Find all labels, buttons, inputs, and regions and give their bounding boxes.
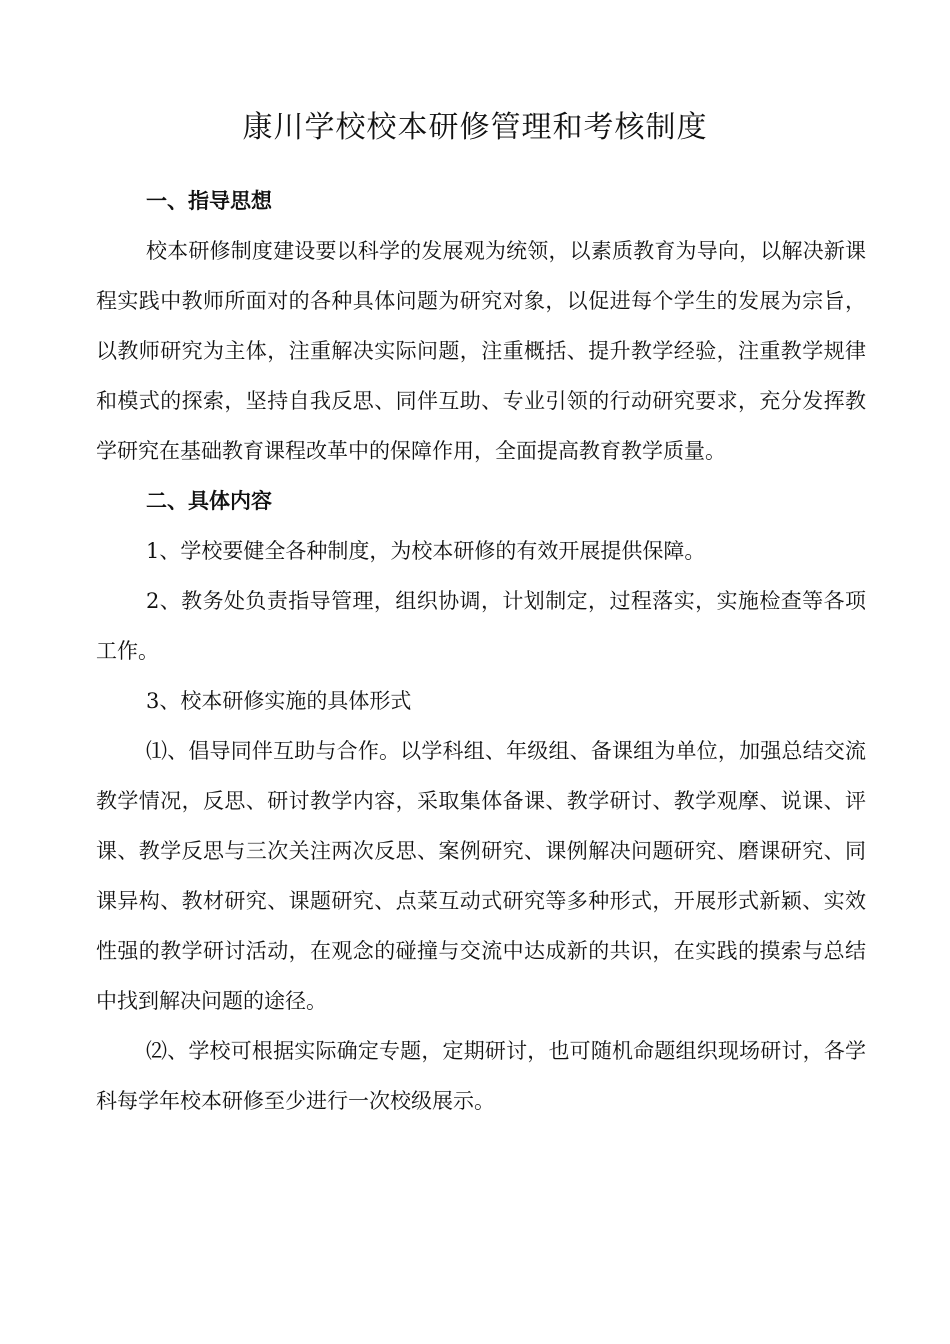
document-body [96, 176, 866, 1126]
document-title: 康川学校校本研修管理和考核制度 [242, 110, 708, 145]
section-heading-guiding-thought: 一、指导思想 [146, 189, 272, 213]
paragraph-subitem-1: ⑴、倡导同伴互助与合作。以学科组、年级组、备课组为单位，加强总结交流教学情况，反思、研讨教学内容，采取集体备课、教学研讨、教学观摩、说课、评课、教学反思与三次关注两次反思、案例研究、课例解决问题研究、磨课研究、同课异构、教材研究、课题研究、点菜互动式研究等多种形式，开展形式新颖、实效性强的教学研讨活动，在观念的碰撞与交流中达成新的共识，在实践的摸索与总结中找到解决问题的途径。 [96, 739, 866, 1013]
paragraph-subitem-2: ⑵、学校可根据实际确定专题，定期研讨，也可随机命题组织现场研讨，各学科每学年校本研修至少进行一次校级展示。 [96, 1039, 866, 1113]
paragraph-item-1: 1、学校要健全各种制度，为校本研修的有效开展提供保障。 [146, 539, 706, 563]
paragraph-item-3: 3、校本研修实施的具体形式 [146, 689, 412, 713]
section-heading-specific-content: 二、具体内容 [146, 489, 272, 513]
paragraph-item-2: 2、教务处负责指导管理，组织协调，计划制定，过程落实，实施检查等各项工作。 [96, 589, 866, 663]
paragraph-guiding-thought: 校本研修制度建设要以科学的发展观为统领，以素质教育为导向，以解决新课程实践中教师所面对的各种具体问题为研究对象，以促进每个学生的发展为宗旨，以教师研究为主体，注重解决实际问题，注重概括、提升教学经验，注重教学规律和模式的探索，坚持自我反思、同伴互助、专业引领的行动研究要求，充分发挥教学研究在基础教育课程改革中的保障作用，全面提高教育教学质量。 [96, 239, 866, 463]
